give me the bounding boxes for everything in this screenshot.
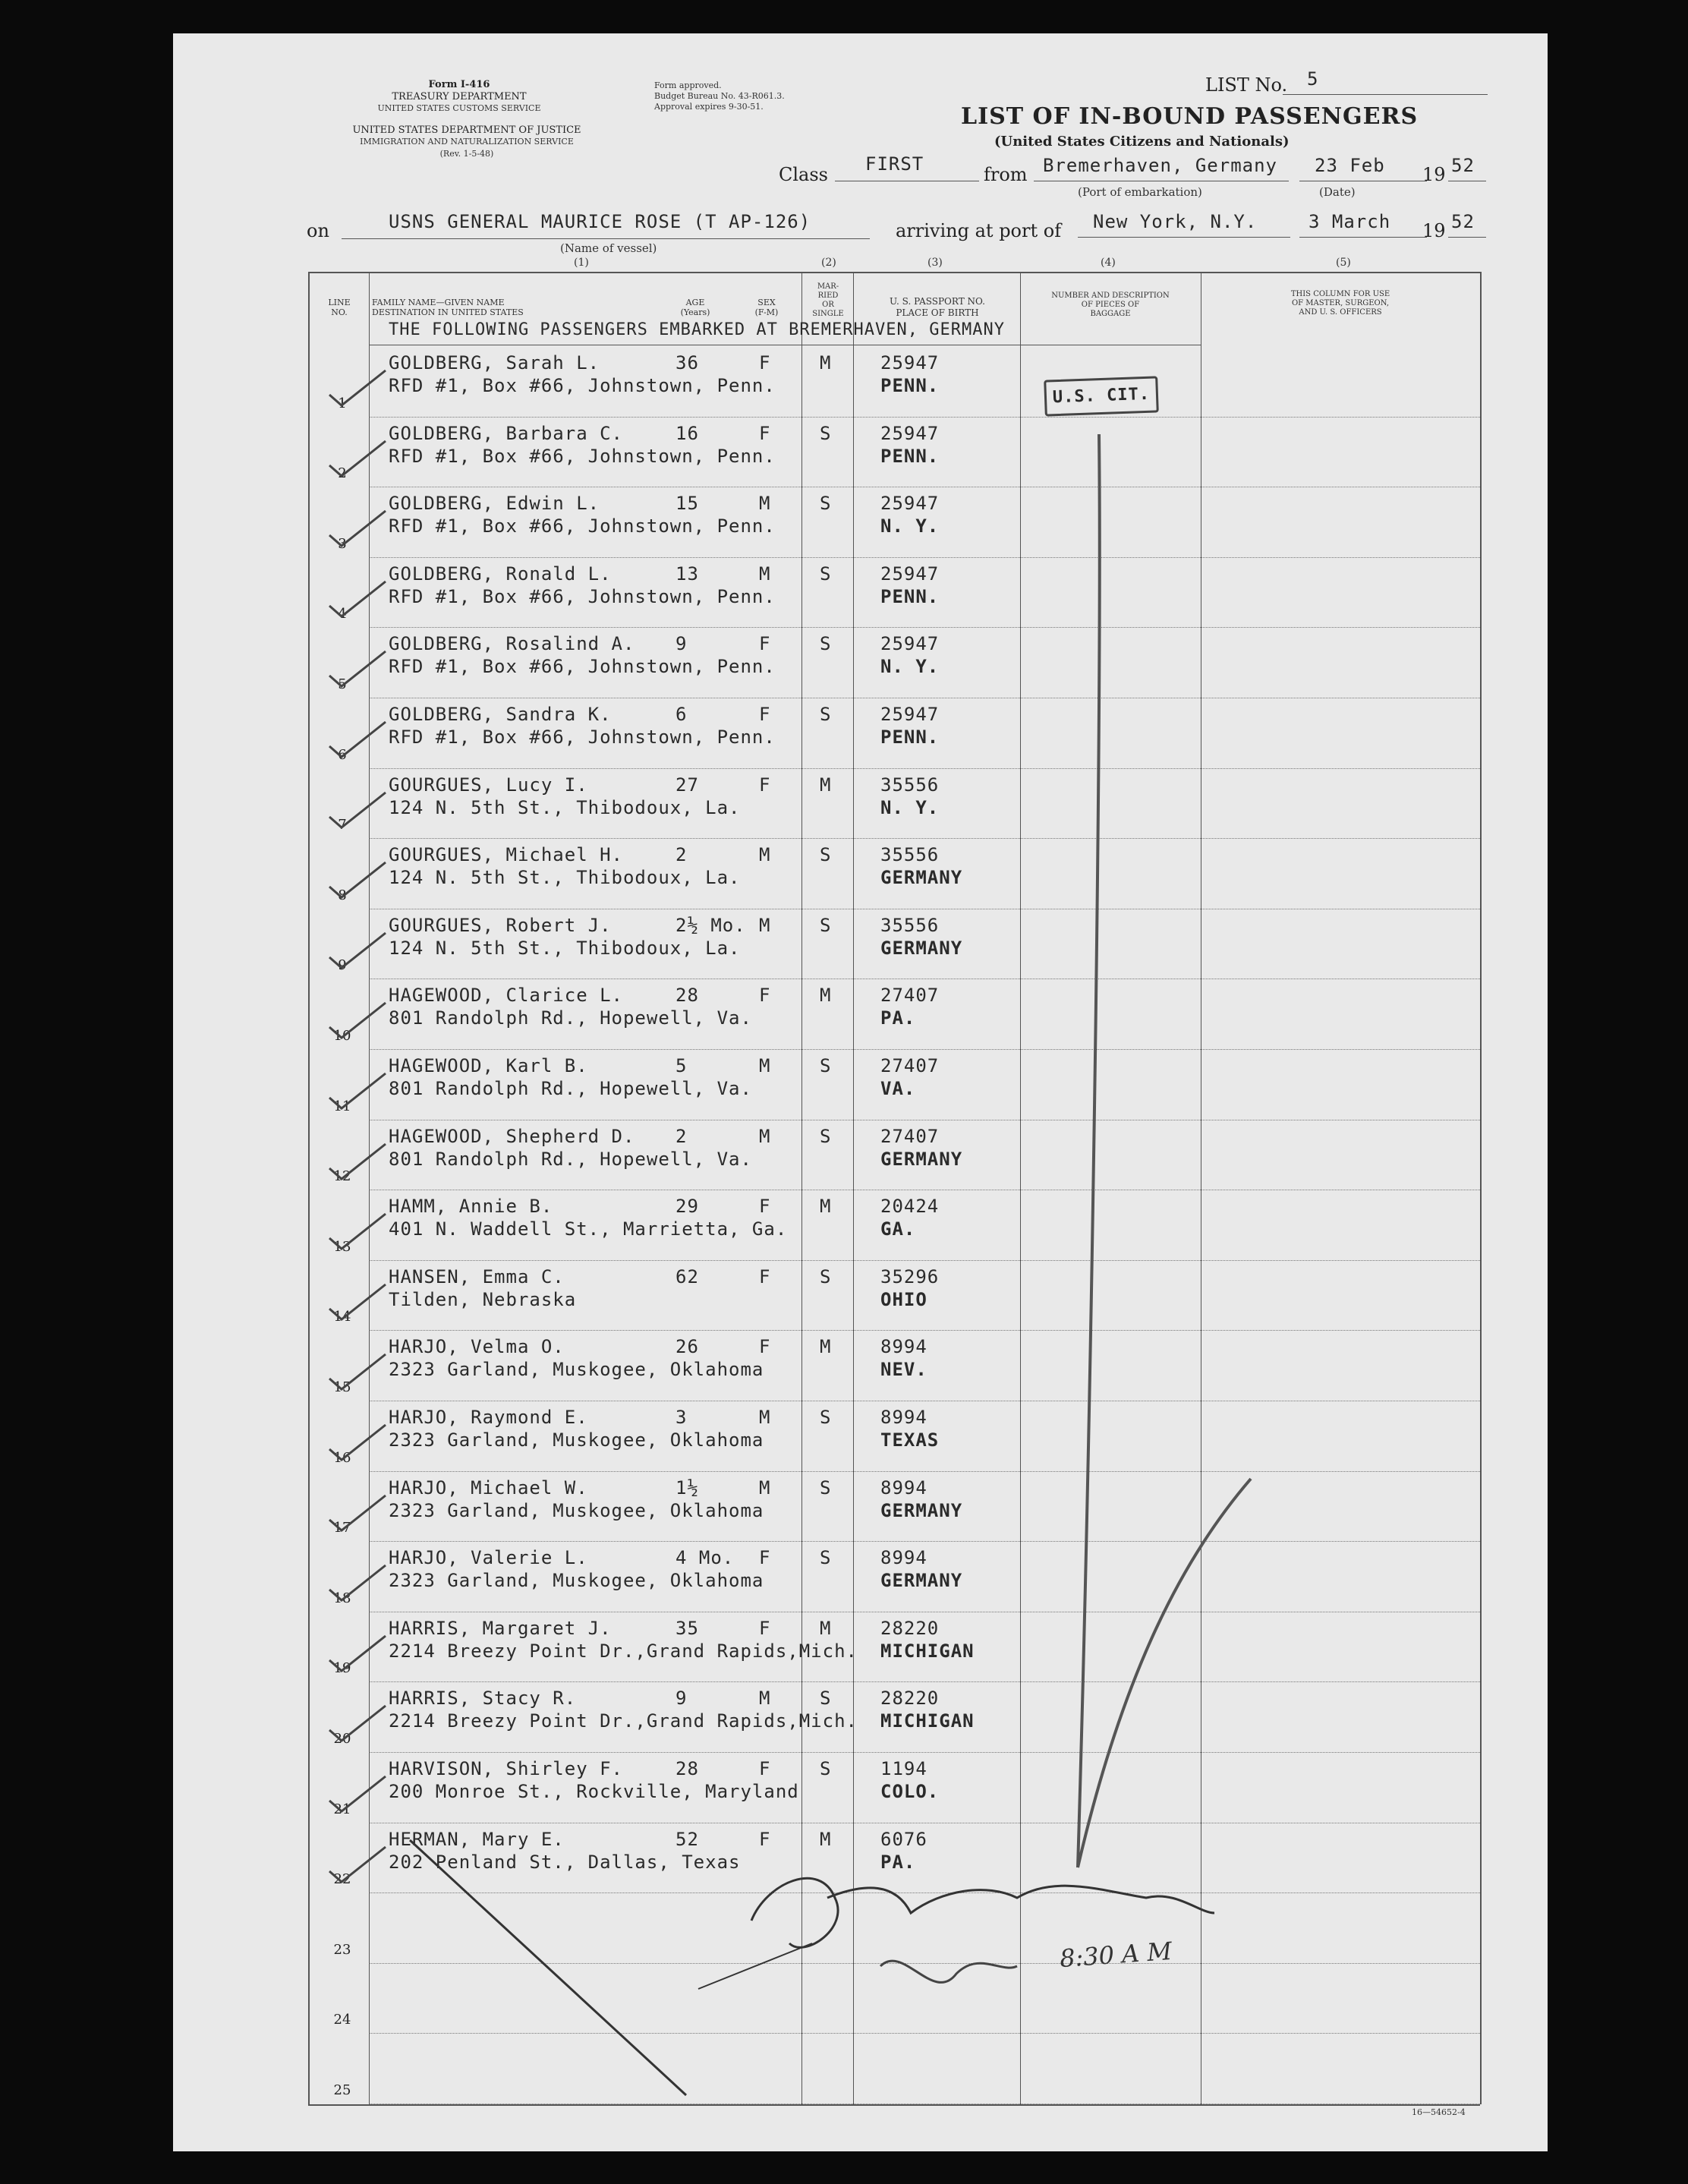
place-of-birth: TEXAS [880,1429,940,1451]
passenger-age: 16 [676,422,699,444]
col-married-header: MAR- RIED OR SINGLE [812,282,844,318]
place-of-birth: PENN. [880,445,940,467]
year-prefix-2: 19 [1422,220,1446,241]
signature-stroke [698,1943,812,1989]
form-title: LIST OF IN-BOUND PASSENGERS [961,103,1419,130]
line-number: 6 [338,746,347,763]
marital-status: S [820,493,832,515]
passenger-age: 4 Mo. [676,1547,735,1569]
passenger-destination: 124 N. 5th St., Thibodoux, La. [389,796,741,818]
passenger-destination: 2323 Garland, Muskogee, Oklahoma [389,1359,764,1381]
passenger-sex: F [759,1828,771,1850]
marital-status: S [820,1407,832,1428]
passport-number: 28220 [880,1617,940,1639]
col-num-5: (5) [1336,257,1351,269]
passenger-sex: F [759,1196,771,1218]
place-of-birth: N. Y. [880,656,940,678]
passenger-sex: F [759,704,771,725]
date-caption: (Date) [1319,185,1356,199]
place-of-birth: N. Y. [880,515,940,537]
signature [789,1861,1044,1915]
line-number: 4 [338,606,347,622]
passport-number: 35556 [880,914,940,936]
marital-status: S [820,1547,832,1569]
passenger-sex: M [759,1476,771,1499]
passport-number: 8994 [880,1407,927,1428]
line-number: 23 [333,1941,351,1958]
place-of-birth: GERMANY [880,1148,963,1170]
line-number: 19 [333,1660,351,1677]
marital-status: M [820,1617,832,1639]
passenger-destination: RFD #1, Box #66, Johnstown, Penn. [389,375,776,396]
passport-number: 1194 [880,1758,927,1779]
place-of-birth: N. Y. [880,796,940,818]
vessel-caption: (Name of vessel) [560,241,657,255]
passenger-destination: 200 Monroe St., Rockville, Maryland [389,1781,799,1802]
passenger-sex: F [759,1547,771,1569]
passenger-age: 27 [676,774,699,796]
passenger-sex: M [759,1688,771,1710]
place-of-birth: GA. [880,1218,916,1240]
marital-status: S [820,914,832,936]
passenger-destination: 2214 Breezy Point Dr.,Grand Rapids,Mich. [389,1710,858,1732]
passenger-sex: M [759,1125,771,1147]
initials-stroke [880,1961,1017,1982]
passenger-name: HAGEWOOD, Shepherd D. [389,1125,635,1147]
on-label: on [307,220,329,241]
passport-number: 25947 [880,563,940,585]
port-of-arrival: New York, N.Y. [1093,211,1258,232]
passenger-name: HARRIS, Stacy R. [389,1688,577,1710]
passenger-name: HAMM, Annie B. [389,1196,553,1218]
approval-line-3: Approval expires 9-30-51. [654,102,764,112]
passenger-name: GOLDBERG, Barbara C. [389,422,623,444]
passenger-sex: M [759,844,771,866]
marital-status: S [820,1265,832,1287]
passenger-name: HARRIS, Margaret J. [389,1617,612,1639]
passenger-sex: M [759,1055,771,1076]
pencil-stroke [1078,1479,1251,1867]
passenger-destination: 202 Penland St., Dallas, Texas [389,1851,741,1873]
passenger-sex: M [759,1407,771,1428]
passenger-age: 29 [676,1196,699,1218]
place-of-birth: NEV. [880,1359,927,1381]
list-no-value: 5 [1307,68,1319,90]
marital-status: S [820,633,832,655]
passenger-destination: 801 Randolph Rd., Hopewell, Va. [389,1078,752,1099]
marital-status: S [820,704,832,725]
stamp-text: U.S. CIT. [1052,384,1151,408]
passport-number: 35556 [880,774,940,796]
passport-number: 27407 [880,1125,940,1147]
treasury-dept: TREASURY DEPARTMENT [392,91,527,102]
passenger-destination: 801 Randolph Rd., Hopewell, Va. [389,1148,752,1170]
passenger-name: HARJO, Valerie L. [389,1547,588,1569]
line-number: 11 [333,1098,351,1114]
marital-status: M [820,1828,832,1850]
line-number: 3 [338,535,347,552]
line-number: 7 [338,817,347,834]
line-number: 9 [338,957,347,974]
passport-number: 20424 [880,1196,940,1218]
passport-number: 8994 [880,1336,927,1358]
passenger-destination: 2323 Garland, Muskogee, Oklahoma [389,1570,764,1592]
embark-year: 52 [1451,155,1475,176]
passport-number: 6076 [880,1828,927,1850]
passenger-age: 28 [676,985,699,1007]
passenger-destination: 2323 Garland, Muskogee, Oklahoma [389,1429,764,1451]
passenger-age: 6 [676,704,688,725]
line-number: 16 [333,1449,351,1466]
passenger-destination: RFD #1, Box #66, Johnstown, Penn. [389,445,776,467]
marital-status: S [820,1688,832,1710]
passenger-destination: 124 N. 5th St., Thibodoux, La. [389,867,741,889]
line-number: 17 [333,1520,351,1536]
col-num-2: (2) [821,257,836,269]
passenger-destination: 801 Randolph Rd., Hopewell, Va. [389,1007,752,1029]
passenger-destination: RFD #1, Box #66, Johnstown, Penn. [389,656,776,678]
passport-number: 8994 [880,1476,927,1499]
col-num-4: (4) [1101,257,1116,269]
passport-number: 35556 [880,844,940,866]
passenger-age: 2 [676,1125,688,1147]
passenger-sex: F [759,1617,771,1639]
passenger-sex: F [759,633,771,655]
line-number: 10 [333,1028,351,1044]
marital-status: M [820,985,832,1007]
passenger-name: HANSEN, Emma C. [389,1265,565,1287]
from-value: Bremerhaven, Germany [1043,155,1277,176]
place-of-birth: PA. [880,1851,916,1873]
arrival-year: 52 [1451,211,1475,232]
col-name-header: FAMILY NAME—GIVEN NAME DESTINATION IN UNITED STATES [372,298,524,317]
place-of-birth: PENN. [880,375,940,396]
passenger-name: GOLDBERG, Sandra K. [389,704,612,725]
line-number: 5 [338,676,347,692]
passenger-age: 35 [676,1617,699,1639]
passenger-age: 36 [676,352,699,373]
passenger-age: 2½ Mo. [676,914,746,936]
passenger-age: 3 [676,1407,688,1428]
passenger-age: 1½ [676,1476,699,1499]
place-of-birth: GERMANY [880,867,963,889]
line-number: 15 [333,1379,351,1395]
passenger-name: GOLDBERG, Sarah L. [389,352,600,373]
passport-number: 8994 [880,1547,927,1569]
approval-line-1: Form approved. [654,80,722,90]
line-number: 24 [333,2012,351,2028]
marital-status: S [820,844,832,866]
marital-status: S [820,422,832,444]
passport-number: 25947 [880,352,940,373]
marital-status: M [820,774,832,796]
pencil-stroke [1078,434,1100,1867]
justice-dept: UNITED STATES DEPARTMENT OF JUSTICE [352,124,581,136]
passenger-name: HARJO, Velma O. [389,1336,565,1358]
passenger-name: HERMAN, Mary E. [389,1828,565,1850]
ins-service: IMMIGRATION AND NATURALIZATION SERVICE [360,137,574,147]
place-of-birth: MICHIGAN [880,1710,975,1732]
passenger-destination: 2323 Garland, Muskogee, Oklahoma [389,1499,764,1521]
arriving-label: arriving at port of [896,220,1062,241]
marital-status: M [820,352,832,373]
place-of-birth: VA. [880,1078,916,1099]
passport-number: 25947 [880,633,940,655]
embarkation-caption: (Port of embarkation) [1078,185,1202,199]
passport-number: 25947 [880,493,940,515]
footer-code: 16—54652-4 [1412,2107,1466,2117]
marital-status: S [820,563,832,585]
place-of-birth: GERMANY [880,1499,963,1521]
passport-number: 35296 [880,1265,940,1287]
arrival-date: 3 March [1309,211,1391,232]
col-passport-header: U. S. PASSPORT NO. PLACE OF BIRTH [890,296,985,318]
passenger-sex: F [759,352,771,373]
passenger-destination: 124 N. 5th St., Thibodoux, La. [389,937,741,959]
marital-status: S [820,1758,832,1779]
passenger-sex: F [759,422,771,444]
place-of-birth: GERMANY [880,937,963,959]
col-sex-header: SEX (F-M) [754,298,779,317]
place-of-birth: GERMANY [880,1570,963,1592]
passenger-name: GOURGUES, Robert J. [389,914,612,936]
passenger-destination: RFD #1, Box #66, Johnstown, Penn. [389,515,776,537]
place-of-birth: PENN. [880,585,940,607]
passenger-destination: RFD #1, Box #66, Johnstown, Penn. [389,585,776,607]
customs-service: UNITED STATES CUSTOMS SERVICE [377,103,541,113]
place-of-birth: PENN. [880,726,940,748]
passenger-age: 5 [676,1055,688,1076]
passenger-age: 9 [676,633,688,655]
list-no-label: LIST No. [1205,74,1288,96]
line-number: 2 [338,465,347,482]
line-number: 18 [333,1590,351,1606]
passenger-sex: M [759,563,771,585]
passenger-name: GOLDBERG, Ronald L. [389,563,612,585]
passenger-destination: RFD #1, Box #66, Johnstown, Penn. [389,726,776,748]
col-num-3: (3) [927,257,943,269]
col-officers-header: THIS COLUMN FOR USE OF MASTER, SURGEON, AND U. S. OFFICERS [1290,290,1390,317]
passenger-name: HAGEWOOD, Karl B. [389,1055,588,1076]
passenger-age: 15 [676,493,699,515]
vessel-name: USNS GENERAL MAURICE ROSE (T AP-126) [389,211,811,232]
passenger-name: GOLDBERG, Edwin L. [389,493,600,515]
place-of-birth: MICHIGAN [880,1640,975,1662]
marital-status: M [820,1336,832,1358]
passenger-name: GOURGUES, Michael H. [389,844,623,866]
passport-number: 25947 [880,422,940,444]
passenger-name: GOLDBERG, Rosalind A. [389,633,635,655]
marital-status: M [820,1196,832,1218]
line-number: 13 [333,1238,351,1255]
passenger-name: HARJO, Michael W. [389,1476,588,1499]
passenger-destination: 2214 Breezy Point Dr.,Grand Rapids,Mich. [389,1640,858,1662]
passport-number: 28220 [880,1688,940,1710]
passenger-age: 62 [676,1265,699,1287]
passenger-destination: 401 N. Waddell St., Marrietta, Ga. [389,1218,788,1240]
passenger-sex: M [759,914,771,936]
signature-time: 8:30 A M [1058,1936,1173,1974]
approval-line-2: Budget Bureau No. 43-R061.3. [654,91,785,101]
line-number: 22 [333,1871,351,1888]
passport-number: 27407 [880,1055,940,1076]
passenger-sex: M [759,493,771,515]
passenger-sex: F [759,1758,771,1779]
marital-status: S [820,1476,832,1499]
passport-number: 25947 [880,704,940,725]
line-number: 25 [333,2082,351,2098]
line-number: 8 [338,887,347,903]
passenger-name: HARVISON, Shirley F. [389,1758,623,1779]
year-prefix: 19 [1422,164,1446,185]
embarkation-note: THE FOLLOWING PASSENGERS EMBARKED AT BREMERHAVEN, GERMANY [389,320,1005,339]
line-number: 1 [338,395,347,411]
place-of-birth: COLO. [880,1781,940,1802]
passenger-age: 13 [676,563,699,585]
col-age-header: AGE (Years) [680,298,710,317]
class-label: Class [779,164,828,185]
col-baggage-header: NUMBER AND DESCRIPTION OF PIECES OF BAGGAGE [1051,292,1170,318]
col-line-header: LINE NO. [328,298,351,317]
embark-date: 23 Feb [1315,155,1385,176]
passenger-age: 26 [676,1336,699,1358]
place-of-birth: OHIO [880,1288,927,1310]
passenger-sex: F [759,774,771,796]
line-number: 12 [333,1168,351,1185]
passenger-name: GOURGUES, Lucy I. [389,774,588,796]
col-num-1: (1) [574,257,589,269]
marital-status: S [820,1125,832,1147]
line-number: 21 [333,1801,351,1817]
passenger-sex: F [759,985,771,1007]
marital-status: S [820,1055,832,1076]
place-of-birth: PA. [880,1007,916,1029]
from-label: from [984,164,1028,185]
passenger-name: HARJO, Raymond E. [389,1407,588,1428]
passenger-age: 2 [676,844,688,866]
passenger-age: 9 [676,1688,688,1710]
line-number: 20 [333,1731,351,1747]
form-subtitle: (United States Citizens and Nationals) [994,134,1290,150]
revision-date: (Rev. 1-5-48) [439,149,494,159]
passenger-age: 52 [676,1828,699,1850]
line-number: 14 [333,1309,351,1325]
class-value: FIRST [865,153,924,175]
cancel-line [410,1840,686,2095]
passport-number: 27407 [880,985,940,1007]
passenger-destination: Tilden, Nebraska [389,1288,577,1310]
form-number: Form I-416 [428,79,490,90]
passenger-age: 28 [676,1758,699,1779]
passenger-sex: F [759,1265,771,1287]
passenger-name: HAGEWOOD, Clarice L. [389,985,623,1007]
passenger-sex: F [759,1336,771,1358]
